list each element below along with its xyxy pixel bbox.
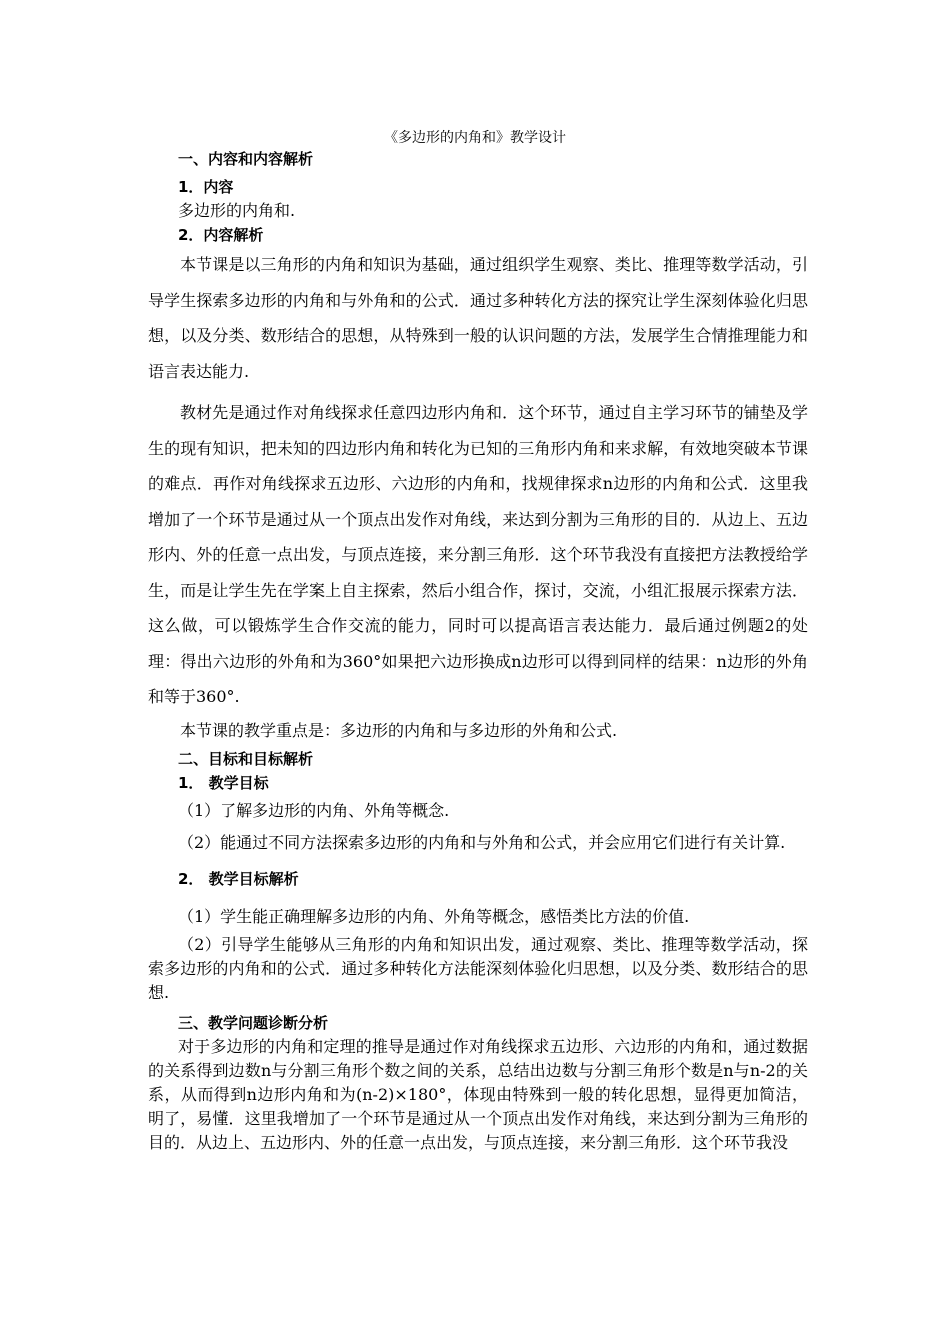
teaching-goal-1: （1）了解多边形的内角、外角等概念.	[178, 800, 450, 820]
document-body	[148, 147, 808, 1155]
section-1-paragraph-1: 本节课是以三角形的内角和知识为基础，通过组织学生观察、类比、推理等数学活动，引导学生探索多边形的内角和与外角和的公式．通过多种转化方法的探究让学生深刻体验化归思想，以及分类、数形结合的思想，从特殊到一般的认识问题的方法，发展学生合情推理能力和语言表达能力.	[148, 255, 808, 381]
section-1-paragraph-3: 本节课的教学重点是：多边形的内角和与多边形的外角和公式.	[180, 720, 618, 740]
goal-analysis-2: （2）引导学生能够从三角形的内角和知识出发，通过观察、类比、推理等数学活动，探索多边形的内角和的公式．通过多种转化方法能深刻体验化归思想，以及分类、数形结合的思想.	[148, 934, 808, 1002]
goal-analysis-1: （1）学生能正确理解多边形的内角、外角等概念，感悟类比方法的价值.	[178, 906, 690, 926]
section-2-heading: 二、目标和目标解析	[178, 749, 314, 768]
section-1-sub-1-heading: 1．内容	[178, 178, 234, 196]
document-title: 《多边形的内角和》教学设计	[384, 130, 566, 146]
section-1-heading: 一、内容和内容解析	[178, 150, 314, 168]
section-2-sub-2-heading: 2． 教学目标解析	[178, 869, 299, 888]
section-1-content-text: 多边形的内角和.	[178, 201, 296, 220]
section-3-paragraph-1: 对于多边形的内角和定理的推导是通过作对角线探求五边形、六边形的内角和，通过数据的关系得到边数n与分割三角形个数之间的关系，总结出边数与分割三角形个数是n与n-2的关系，从而得到n边形内角和为(n-2)×180°，体现由特殊到一般的转化思想，显得更加简洁，明了，易懂．这里我增加了一个环节是通过从一个顶点出发作对角线，来达到分割为三角形的目的．从边上、五边形内、外的任意一点出发，与顶点连接，来分割三角形．这个环节我没	[148, 1036, 808, 1152]
section-3-heading: 三、教学问题诊断分析	[178, 1013, 329, 1032]
section-1-sub-2-heading: 2．内容解析	[178, 226, 264, 244]
section-1-paragraph-2: 教材先是通过作对角线探求任意四边形内角和．这个环节，通过自主学习环节的铺垫及学生的现有知识，把未知的四边形内角和转化为已知的三角形内角和来求解，有效地突破本节课的难点．再作对角线探求五边形、六边形的内角和，找规律探求n边形的内角和公式．这里我增加了一个环节是通过从一个顶点出发作对角线，来达到分割为三角形的目的．从边上、五边形内、外的任意一点出发，与顶点连接，来分割三角形．这个环节我没有直接把方法教授给学生，而是让学生先在学案上自主探索，然后小组合作，探讨，交流，小组汇报展示探索方法．这么做，可以锻炼学生合作交流的能力，同时可以提高语言表达能力．最后通过例题2的处理：得出六边形的外角和为360°如果把六边形换成n边形可以得到同样的结果：n边形的外角和等于360°.	[148, 403, 808, 706]
teaching-goal-2: （2）能通过不同方法探索多边形的内角和与外角和公式，并会应用它们进行有关计算.	[178, 832, 786, 852]
section-2-sub-1-heading: 1． 教学目标	[178, 773, 269, 792]
